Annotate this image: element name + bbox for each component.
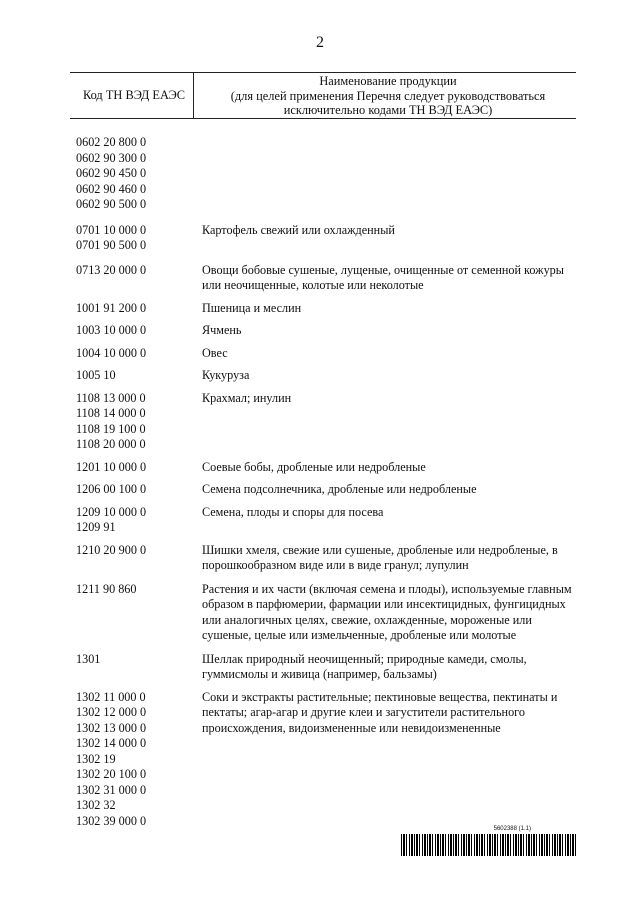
code-cell bbox=[76, 391, 202, 453]
barcode-block bbox=[401, 826, 577, 856]
table-row bbox=[76, 135, 576, 213]
code-cell bbox=[76, 652, 202, 683]
hs-code: 0602 90 300 0 bbox=[76, 150, 147, 165]
code-cell bbox=[76, 263, 202, 294]
table-row bbox=[76, 460, 576, 476]
hs-code: 1108 19 100 0 bbox=[76, 421, 146, 436]
hs-code: 1001 91 200 0 bbox=[76, 300, 147, 315]
hs-code: 1003 10 000 0 bbox=[76, 323, 147, 337]
table-row bbox=[76, 223, 576, 254]
hs-code: 1302 19 bbox=[76, 751, 116, 766]
product-name-cell: Семена, плоды и споры для посева bbox=[202, 504, 384, 519]
product-name-cell: Шишки хмеля, свежие или сушеные, дробленые или недробленые, в порошкообразном виде или в виде гранул; лупулин bbox=[202, 542, 558, 572]
hs-code: 0602 20 800 0 bbox=[76, 135, 147, 149]
product-name-cell: Овес bbox=[202, 345, 228, 360]
hs-code: 1210 20 900 0 bbox=[76, 542, 147, 557]
product-name-cell: Ячмень bbox=[202, 323, 242, 337]
code-cell bbox=[76, 582, 202, 644]
hs-code: 1005 10 bbox=[76, 368, 116, 382]
product-name-cell: Картофель свежий или охлажденный bbox=[202, 222, 395, 237]
table-row bbox=[76, 263, 576, 294]
hs-code: 1302 12 000 0 bbox=[76, 705, 147, 719]
product-name-cell: Овощи бобовые сушеные, лущеные, очищенные от семенной кожуры или неочищенные, колотые или неколотые bbox=[202, 262, 564, 292]
code-cell bbox=[76, 346, 202, 362]
table-top-rule bbox=[70, 72, 576, 73]
product-name-cell: Пшеница и меслин bbox=[202, 300, 302, 315]
table-row bbox=[76, 323, 576, 339]
product-name-cell: Семена подсолнечника, дробленые или недробленые bbox=[202, 482, 477, 496]
hs-code: 1206 00 100 0 bbox=[76, 482, 147, 496]
table-row bbox=[76, 543, 576, 574]
product-name-cell bbox=[202, 135, 572, 213]
hs-code: 1302 14 000 0 bbox=[76, 736, 147, 750]
hs-code: 1209 91 bbox=[76, 520, 116, 534]
code-cell bbox=[76, 301, 202, 317]
hs-code: 1211 90 860 bbox=[76, 581, 137, 596]
hs-code: 1302 39 000 0 bbox=[76, 813, 147, 828]
hs-code: 1108 13 000 0 bbox=[76, 390, 146, 405]
product-name-cell: Крахмал; инулин bbox=[202, 390, 292, 405]
code-cell bbox=[76, 690, 202, 830]
hs-code: 1004 10 000 0 bbox=[76, 345, 147, 360]
table-row bbox=[76, 690, 576, 830]
page-number: 2 bbox=[316, 34, 324, 51]
table-row bbox=[76, 368, 576, 384]
header-name-line-2: (для целей применения Перечня следует руководствоваться bbox=[230, 88, 546, 103]
code-cell bbox=[76, 135, 202, 213]
hs-code: 1108 14 000 0 bbox=[76, 406, 146, 420]
table-row bbox=[76, 391, 576, 453]
product-name-cell: Шеллак природный неочищенный; природные камеди, смолы, гуммисмолы и живица (например, бальзамы) bbox=[202, 651, 527, 681]
hs-code: 1301 bbox=[76, 651, 101, 666]
header-code-column: Код ТН ВЭД ЕАЭС bbox=[82, 88, 186, 102]
table-row bbox=[76, 482, 576, 498]
hs-code: 1302 11 000 0 bbox=[76, 689, 146, 704]
barcode-id: 5602388 (1.1) bbox=[493, 826, 531, 832]
hs-code: 1302 31 000 0 bbox=[76, 782, 147, 797]
table-row bbox=[76, 301, 576, 317]
code-cell bbox=[76, 323, 202, 339]
barcode-image bbox=[401, 834, 577, 856]
code-cell bbox=[76, 223, 202, 254]
code-cell bbox=[76, 460, 202, 476]
code-cell bbox=[76, 505, 202, 536]
hs-code: 0602 90 450 0 bbox=[76, 166, 147, 180]
product-table bbox=[76, 135, 576, 829]
code-cell bbox=[76, 482, 202, 498]
table-row bbox=[76, 652, 576, 683]
code-cell bbox=[76, 368, 202, 384]
product-name-cell: Растения и их части (включая семена и плоды), используемые главным образом в парфюмерии, фармации или инсектицидных, фунгицидных или аналогичных целях, свежие, охлажденные, мороженые или сушеные, целые или измельченные, дробленые или молотые bbox=[202, 581, 572, 642]
hs-code: 1302 13 000 0 bbox=[76, 720, 147, 735]
table-row bbox=[76, 582, 576, 644]
hs-code: 0602 90 500 0 bbox=[76, 197, 147, 211]
hs-code: 0713 20 000 0 bbox=[76, 262, 147, 277]
hs-code: 1302 20 100 0 bbox=[76, 767, 147, 781]
hs-code: 1108 20 000 0 bbox=[76, 437, 146, 451]
product-name-cell: Соки и экстракты растительные; пектиновые вещества, пектинаты и пектаты; агар-агар и другие клеи и загустители растительного происхождения, видоизмененные или невидоизмененные bbox=[202, 689, 558, 735]
header-name-line-1: Наименование продукции bbox=[319, 74, 457, 88]
table-row bbox=[76, 505, 576, 536]
hs-code: 1209 10 000 0 bbox=[76, 504, 147, 519]
code-cell bbox=[76, 543, 202, 574]
hs-code: 0701 10 000 0 bbox=[76, 222, 147, 237]
product-name-cell: Соевые бобы, дробленые или недробленые bbox=[202, 459, 426, 474]
product-name-cell: Кукуруза bbox=[202, 368, 250, 382]
hs-code: 0602 90 460 0 bbox=[76, 181, 147, 196]
hs-code: 1302 32 bbox=[76, 798, 116, 812]
header-name-column bbox=[200, 74, 576, 118]
table-row bbox=[76, 346, 576, 362]
table-header-bottom-rule bbox=[70, 118, 576, 119]
header-name-line-3: исключительно кодами ТН ВЭД ЕАЭС) bbox=[283, 103, 493, 117]
header-column-separator bbox=[193, 72, 194, 118]
hs-code: 0701 90 500 0 bbox=[76, 238, 147, 252]
hs-code: 1201 10 000 0 bbox=[76, 459, 147, 474]
